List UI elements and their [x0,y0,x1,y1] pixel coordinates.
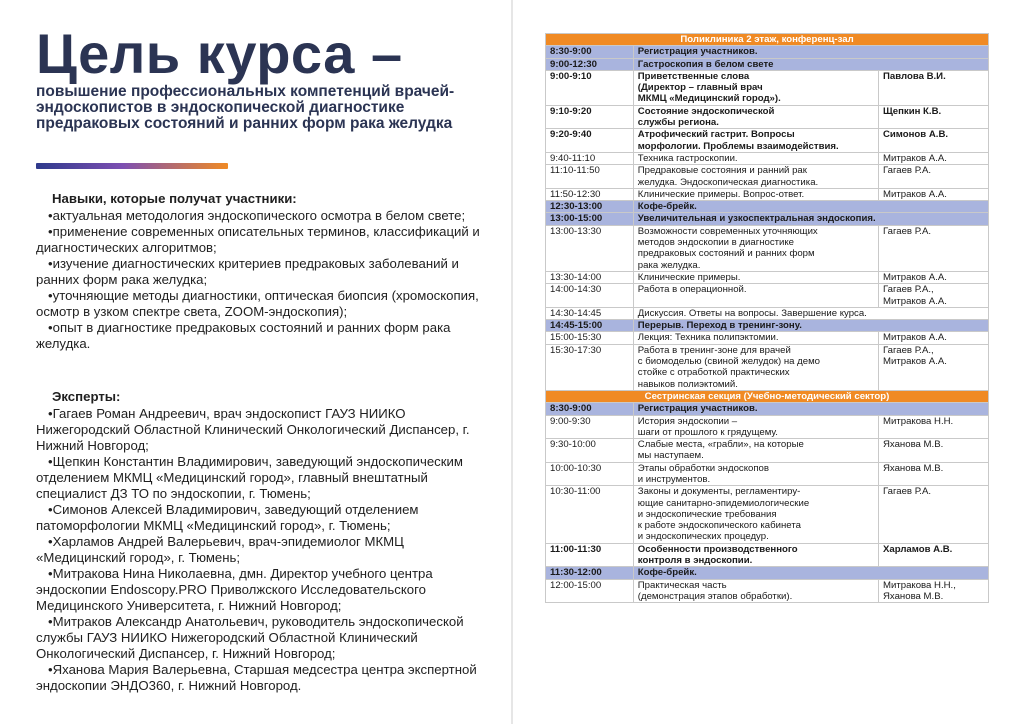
schedule-row [546,213,989,225]
schedule-time: 11:00-11:30 [546,543,634,567]
section-header-label: Поликлиника 2 этаж, конференц-зал [546,34,989,46]
schedule-row [546,307,989,319]
schedule-row [546,486,989,543]
schedule-topic: Предраковые состояния и ранний рак желудка. Эндоскопическая диагностика. [633,165,878,189]
schedule-time: 15:30-17:30 [546,344,634,390]
expert-item: •Митраков Александр Анатольевич, руководитель эндоскопической службы ГАУЗ НИИКО Нижегородский Областной Клинический Онкологический Диспансер, г. Нижний Новгород; [36,614,464,661]
schedule-topic: История эндоскопии – шаги от прошлого к грядущему. [633,415,878,439]
experts-section [36,389,486,694]
schedule-topic: Законы и документы, регламентиру- ющие санитарно-эпидемиологические и эндоскопические требования к работе эндоскопического кабинета и эндоскопических процедур. [633,486,878,543]
schedule-time: 9:20-9:40 [546,129,634,153]
skill-item: •изучение диагностических критериев предраковых заболеваний и ранних форм рака желудка; [36,256,459,287]
schedule-speaker: Павлова В.И. [878,70,988,105]
schedule-topic: Клинические примеры. Вопрос-ответ. [633,188,878,200]
schedule-time: 14:00-14:30 [546,284,634,308]
accent-divider [36,163,228,169]
schedule-row [546,344,989,390]
schedule-row [546,284,989,308]
schedule-row [546,165,989,189]
schedule-topic: Практическая часть (демонстрация этапов обработки). [633,579,878,603]
schedule-row [546,462,989,486]
schedule-time: 8:30-9:00 [546,403,634,415]
schedule-time: 9:00-9:30 [546,415,634,439]
schedule-time: 10:00-10:30 [546,462,634,486]
schedule-time: 11:30-12:00 [546,567,634,579]
schedule-time: 9:30-10:00 [546,439,634,463]
schedule-topic: Регистрация участников. [633,403,988,415]
schedule-time: 14:45-15:00 [546,320,634,332]
schedule-time: 12:00-15:00 [546,579,634,603]
schedule-row [546,567,989,579]
schedule-table [545,33,989,603]
schedule-row [546,403,989,415]
schedule-row [546,46,989,58]
schedule-time: 14:30-14:45 [546,307,634,319]
schedule-time: 11:10-11:50 [546,165,634,189]
schedule-time: 13:00-15:00 [546,213,634,225]
schedule-row [546,579,989,603]
expert-item: •Митракова Нина Николаевна, дмн. Директор учебного центра эндоскопии Endoscopy.PRO Приволжского Исследовательского Медицинского Университета, г. Нижний Новгород; [36,566,433,613]
schedule-topic: Техника гастроскопии. [633,152,878,164]
schedule-speaker: Гагаев Р.А. [878,486,988,543]
schedule-speaker: Гагаев Р.А., Митраков А.А. [878,284,988,308]
schedule-speaker: Яханова М.В. [878,462,988,486]
schedule-row [546,105,989,129]
schedule-speaker: Щепкин К.В. [878,105,988,129]
schedule-speaker: Митраков А.А. [878,271,988,283]
schedule-topic: Работа в тренинг-зоне для врачей с биомоделью (свиной желудок) на демо стойке с отработкой практических навыков полиэктомий. [633,344,878,390]
schedule-row [546,543,989,567]
schedule-speaker: Гагаев Р.А. [878,225,988,271]
schedule-speaker: Яханова М.В. [878,439,988,463]
schedule-topic: Клинические примеры. [633,271,878,283]
schedule-topic: Дискуссия. Ответы на вопросы. Завершение курса. [633,307,988,319]
schedule-topic: Этапы обработки эндоскопов и инструментов. [633,462,878,486]
page-title: Цель курса – [36,22,403,85]
expert-item: •Симонов Алексей Владимирович, заведующий отделением патоморфологии МКМЦ «Медицинский город», г. Тюмень; [36,502,419,533]
schedule-speaker: Гагаев Р.А., Митраков А.А. [878,344,988,390]
schedule-topic: Особенности производственного контроля в эндоскопии. [633,543,878,567]
schedule-topic: Возможности современных уточняющих методов эндоскопии в диагностике предраковых состояний и ранних форм рака желудка. [633,225,878,271]
schedule-speaker: Харламов А.В. [878,543,988,567]
expert-item: •Яханова Мария Валерьевна, Старшая медсестра центра экспертной эндоскопии ЭНДО360, г. Нижний Новгород. [36,662,477,693]
schedule-time: 13:00-13:30 [546,225,634,271]
skill-item: •применение современных описательных терминов, классификаций и диагностических алгоритмов; [36,224,480,255]
schedule-row [546,415,989,439]
schedule-row [546,320,989,332]
skills-heading: Навыки, которые получат участники: [52,191,297,206]
schedule-speaker: Митракова Н.Н., Яханова М.В. [878,579,988,603]
schedule-topic: Приветственные слова (Директор – главный врач МКМЦ «Медицинский город»). [633,70,878,105]
schedule-topic: Гастроскопия в белом свете [633,58,988,70]
schedule-speaker: Митракова Н.Н. [878,415,988,439]
schedule-time: 11:50-12:30 [546,188,634,200]
schedule-topic: Кофе-брейк. [633,201,988,213]
schedule-time: 10:30-11:00 [546,486,634,543]
schedule-time: 15:00-15:30 [546,332,634,344]
schedule-row [546,70,989,105]
schedule-topic: Лекция: Техника полипэктомии. [633,332,878,344]
schedule-row [546,225,989,271]
schedule-section-header [546,34,989,46]
schedule-time: 13:30-14:00 [546,271,634,283]
schedule-time: 9:40-11:10 [546,152,634,164]
schedule-topic: Увеличительная и узкоспектральная эндоскопия. [633,213,988,225]
expert-item: •Харламов Андрей Валерьевич, врач-эпидемиолог МКМЦ «Медицинский город», г. Тюмень; [36,534,404,565]
section-header-label: Сестринская секция (Учебно-методический сектор) [546,390,989,402]
skill-item: •уточняющие методы диагностики, оптическая биопсия (хромоскопия, осмотр в узком спектре света, ZOOM-эндоскопия); [36,288,479,319]
expert-item: •Щепкин Константин Владимирович, заведующий эндоскопическим отделением МКМЦ «Медицинский город», главный внештатный специалист ДЗ ТО по эндоскопии, г. Тюмень; [36,454,463,501]
schedule-row [546,201,989,213]
page-subtitle: повышение профессиональных компетенций врачей-эндоскопистов в эндоскопической диагностике предраковых состояний и ранних форм рака желудка [36,83,455,132]
schedule-topic: Регистрация участников. [633,46,988,58]
schedule-section-header [546,390,989,402]
schedule-speaker: Гагаев Р.А. [878,165,988,189]
schedule-topic: Состояние эндоскопической службы региона. [633,105,878,129]
skills-section [36,191,486,352]
experts-heading: Эксперты: [52,389,121,404]
schedule-body [546,34,989,603]
schedule-speaker: Митраков А.А. [878,152,988,164]
schedule-row [546,439,989,463]
schedule-row [546,332,989,344]
schedule-topic: Слабые места, «грабли», на которые мы наступаем. [633,439,878,463]
schedule-speaker: Митраков А.А. [878,188,988,200]
schedule-topic: Перерыв. Переход в тренинг-зону. [633,320,988,332]
schedule-row [546,129,989,153]
schedule-topic: Кофе-брейк. [633,567,988,579]
schedule-time: 9:00-12:30 [546,58,634,70]
schedule-speaker: Симонов А.В. [878,129,988,153]
schedule-time: 12:30-13:00 [546,201,634,213]
schedule-topic: Атрофический гастрит. Вопросы морфологии. Проблемы взаимодействия. [633,129,878,153]
schedule-topic: Работа в операционной. [633,284,878,308]
expert-item: •Гагаев Роман Андреевич, врач эндоскопист ГАУЗ НИИКО Нижегородский Областной Клинический Онкологический Диспансер, г. Нижний Новгород; [36,406,470,453]
skill-item: •актуальная методология эндоскопического осмотра в белом свете; [48,208,466,223]
skill-item: •опыт в диагностике предраковых состояний и ранних форм рака желудка. [36,320,451,351]
schedule-row [546,58,989,70]
schedule-time: 8:30-9:00 [546,46,634,58]
schedule-row [546,152,989,164]
schedule-row [546,271,989,283]
schedule-speaker: Митраков А.А. [878,332,988,344]
schedule-time: 9:10-9:20 [546,105,634,129]
schedule-time: 9:00-9:10 [546,70,634,105]
schedule-row [546,188,989,200]
